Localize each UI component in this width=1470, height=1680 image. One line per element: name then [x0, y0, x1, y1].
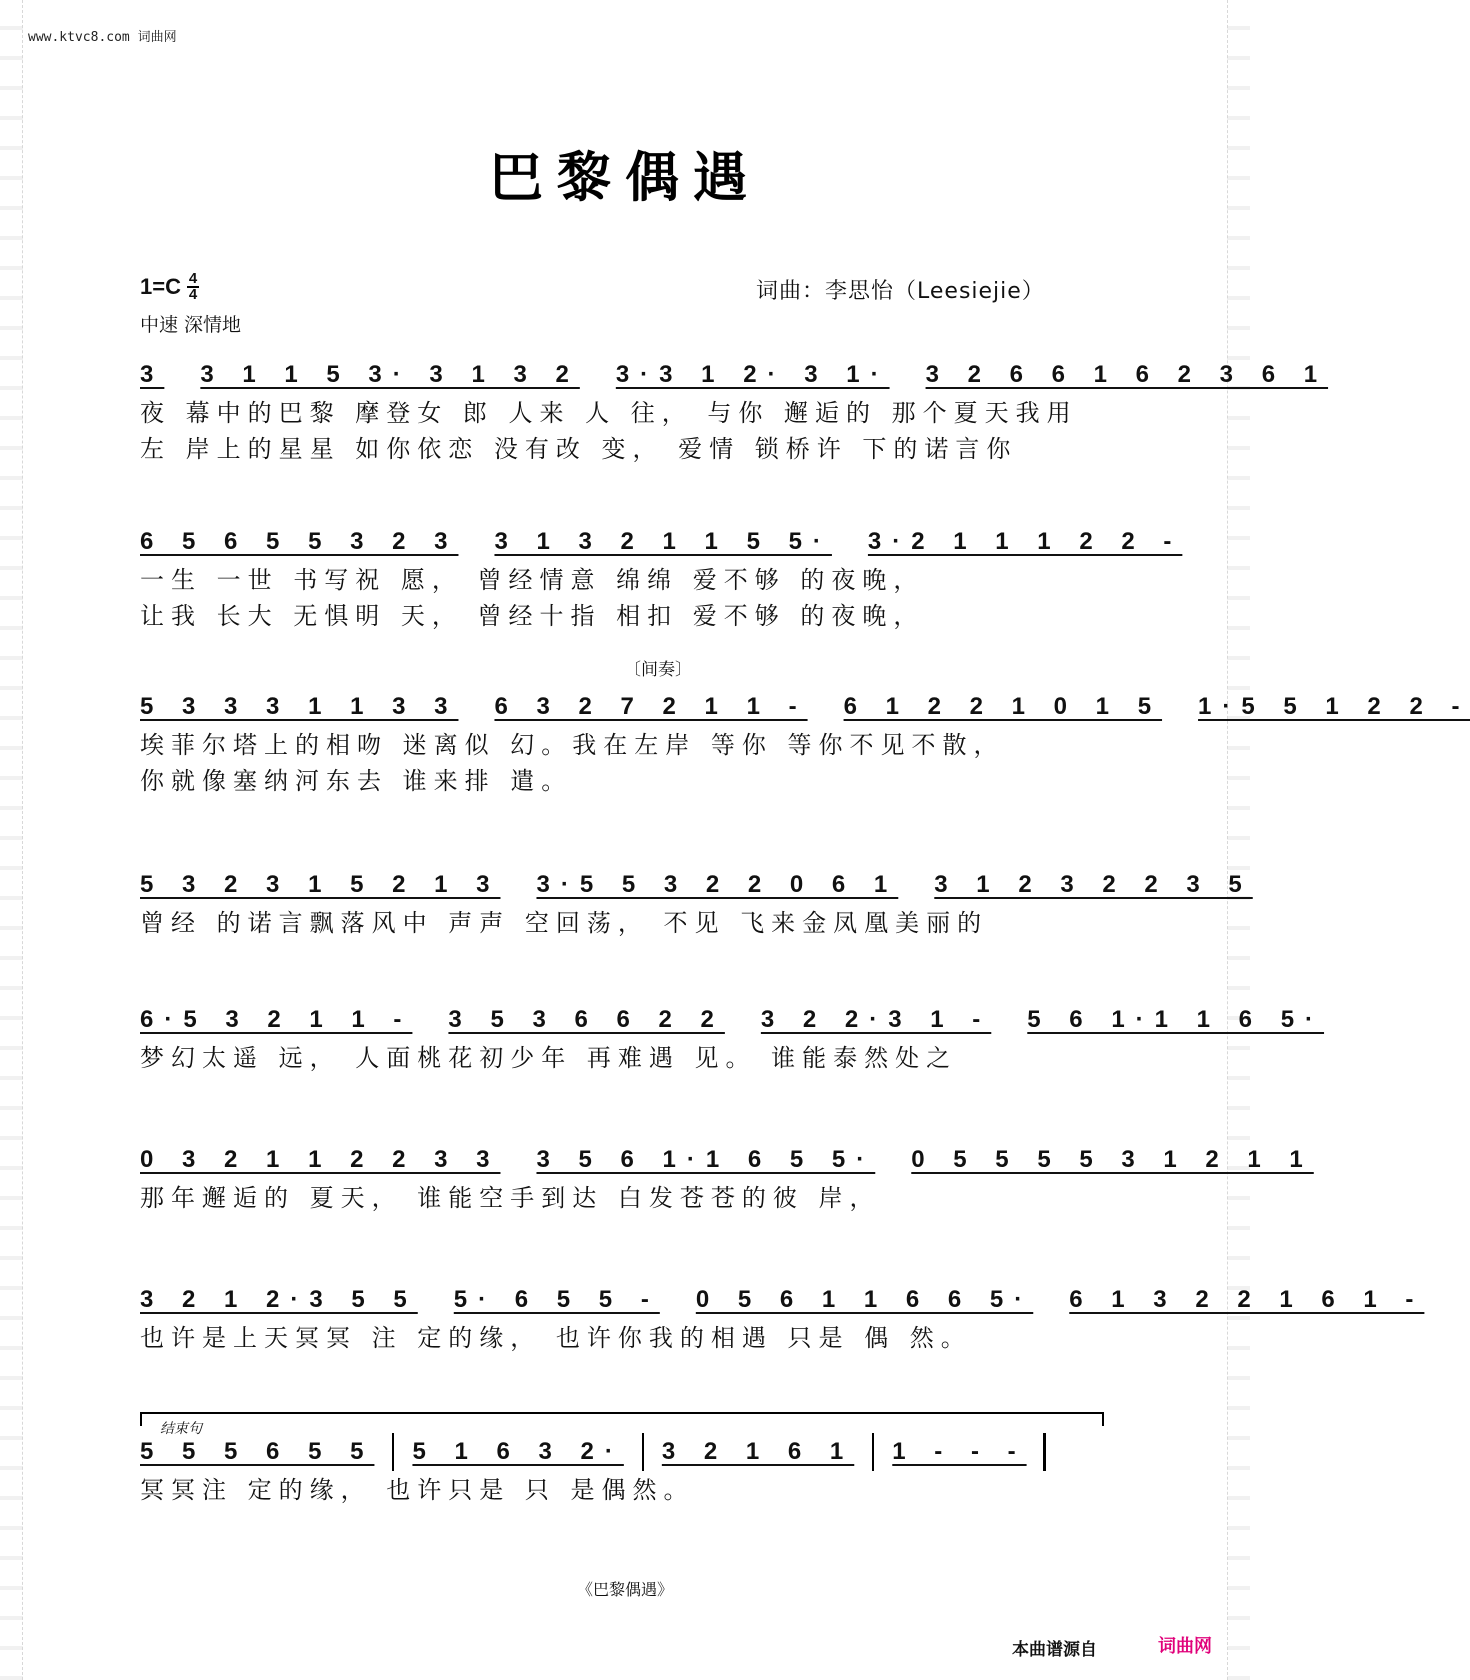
measure: 0 5 6 1 1 6 6 5·: [695, 1286, 1034, 1313]
lyric-line-2: 你就像塞纳河东去 谁来排 遣。: [140, 767, 573, 795]
tempo-marking: 中速 深情地: [140, 314, 242, 336]
measure: 5· 6 5 5 -: [453, 1286, 660, 1313]
measure: 5 3 2 3 1 5 2 1 3: [140, 871, 501, 898]
footer-song-title: 《巴黎偶遇》: [576, 1580, 673, 1599]
notes-row: [140, 1280, 1425, 1320]
score-system-5: [140, 1000, 1325, 1076]
measure: 3 1 1 5 3· 3 1 3 2: [200, 361, 580, 388]
lyric-line-1: 那年邂逅的 夏天， 谁能空手到达 白发苍苍的彼 岸，: [140, 1184, 881, 1212]
measure: 3·3 1 2· 3 1·: [615, 361, 890, 388]
notes-row: [140, 865, 1253, 905]
measure: 3 1 2 3 2 2 3 5: [934, 871, 1253, 898]
time-signature-bottom: 4: [188, 286, 198, 303]
measure: 1·5 5 1 2 2 -: [1198, 693, 1470, 720]
score-system-3: [140, 687, 1470, 799]
source-label: 本曲谱源自: [1012, 1640, 1097, 1660]
measure: 6 3 2 7 2 1 1 -: [494, 693, 808, 720]
notes-row: [140, 355, 1329, 395]
score-system-coda: [140, 1432, 1150, 1508]
notes-row: [140, 1000, 1325, 1040]
notes-row: [140, 687, 1470, 727]
measure: 5 1 6 3 2·: [412, 1438, 624, 1465]
key-label: 1=C: [140, 274, 181, 299]
key-signature: [140, 272, 199, 302]
lyric-line-1: 曾经 的诺言飘落风中 声声 空回荡， 不见 飞来金凤凰美丽的: [140, 909, 989, 937]
time-signature-top: 4: [188, 270, 198, 287]
site-header[interactable]: www.ktvc8.com 词曲网: [28, 30, 177, 45]
measure: 3·2 1 1 1 2 2 -: [867, 528, 1183, 555]
measure: 3·5 5 3 2 2 0 6 1: [536, 871, 899, 898]
score-system-1: [140, 355, 1329, 467]
right-watermark-strip: [1227, 0, 1250, 1680]
bar-line: [872, 1433, 874, 1471]
notes-row: [140, 522, 1183, 562]
measure: 5 5 5 6 5 5: [140, 1438, 375, 1465]
measure: 1 - - -: [892, 1438, 1027, 1465]
notes-row: [140, 1432, 1150, 1472]
lyric-line-1: 也许是上天冥冥 注 定的缘， 也许你我的相遇 只是 偶 然。: [140, 1324, 972, 1352]
measure: 5 3 3 3 1 1 3 3: [140, 693, 459, 720]
measure: 0 3 2 1 1 2 2 3 3: [140, 1146, 501, 1173]
measure: 0 5 5 5 5 3 1 2 1 1: [911, 1146, 1314, 1173]
lyric-line-1: 冥冥注 定的缘， 也许只是 只 是偶然。: [140, 1476, 695, 1504]
lyric-line-1: 一生 一世 书写祝 愿， 曾经情意 绵绵 爱不够 的夜晚，: [140, 566, 925, 594]
measure: 3 2 6 6 1 6 2 3 6 1: [925, 361, 1329, 388]
bar-line: [392, 1433, 394, 1471]
bar-line: [642, 1433, 644, 1471]
score-system-7: [140, 1280, 1425, 1356]
measure: 3 5 6 1·1 6 5 5·: [536, 1146, 876, 1173]
final-bar: [1043, 1433, 1046, 1471]
left-watermark-strip: [0, 0, 23, 1680]
measure: 3 2 1 2·3 5 5: [140, 1286, 418, 1313]
measure: 6·5 3 2 1 1 -: [140, 1006, 413, 1033]
measure: 6 1 2 2 1 0 1 5: [843, 693, 1163, 720]
measure: 3 2 1 6 1: [661, 1438, 855, 1465]
coda-bracket: [140, 1412, 1104, 1426]
measure: 5 6 1·1 1 6 5·: [1027, 1006, 1325, 1033]
lyric-line-2: 左 岸上的星星 如你依恋 没有改 变， 爱情 锁桥许 下的诺言你: [140, 435, 1018, 463]
measure: 6 1 3 2 2 1 6 1 -: [1069, 1286, 1425, 1313]
lyric-line-1: 梦幻太遥 远， 人面桃花初少年 再难遇 见。 谁能泰然处之: [140, 1044, 958, 1072]
score-system-6: [140, 1140, 1314, 1216]
score-system-4: [140, 865, 1253, 941]
lyric-line-2: 让我 长大 无惧明 天， 曾经十指 相扣 爱不够 的夜晚，: [140, 602, 925, 630]
measure: 3 5 3 6 6 2 2: [448, 1006, 725, 1033]
measure: 3 2 2·3 1 -: [760, 1006, 992, 1033]
score-system-2: [140, 522, 1183, 634]
coda-label: 结束句: [160, 1421, 202, 1437]
lyric-line-1: 夜 幕中的巴黎 摩登女 郎 人来 人 往， 与你 邂逅的 那个夏天我用: [140, 399, 1078, 427]
time-signature: [187, 272, 199, 302]
brand-link[interactable]: 词曲网: [1158, 1636, 1212, 1657]
measure: 6 5 6 5 5 3 2 3: [140, 528, 459, 555]
lyric-line-1: 埃菲尔塔上的相吻 迷离似 幻。我在左岸 等你 等你不见不散，: [140, 731, 1005, 759]
measure: 3: [140, 361, 165, 388]
interlude-marker: 〔间奏〕: [624, 660, 692, 680]
song-title: 巴黎偶遇: [489, 145, 761, 209]
composer-credit: 词曲：李思怡（Leesiejie）: [756, 279, 1045, 304]
notes-row: [140, 1140, 1314, 1180]
measure: 3 1 3 2 1 1 5 5·: [494, 528, 832, 555]
